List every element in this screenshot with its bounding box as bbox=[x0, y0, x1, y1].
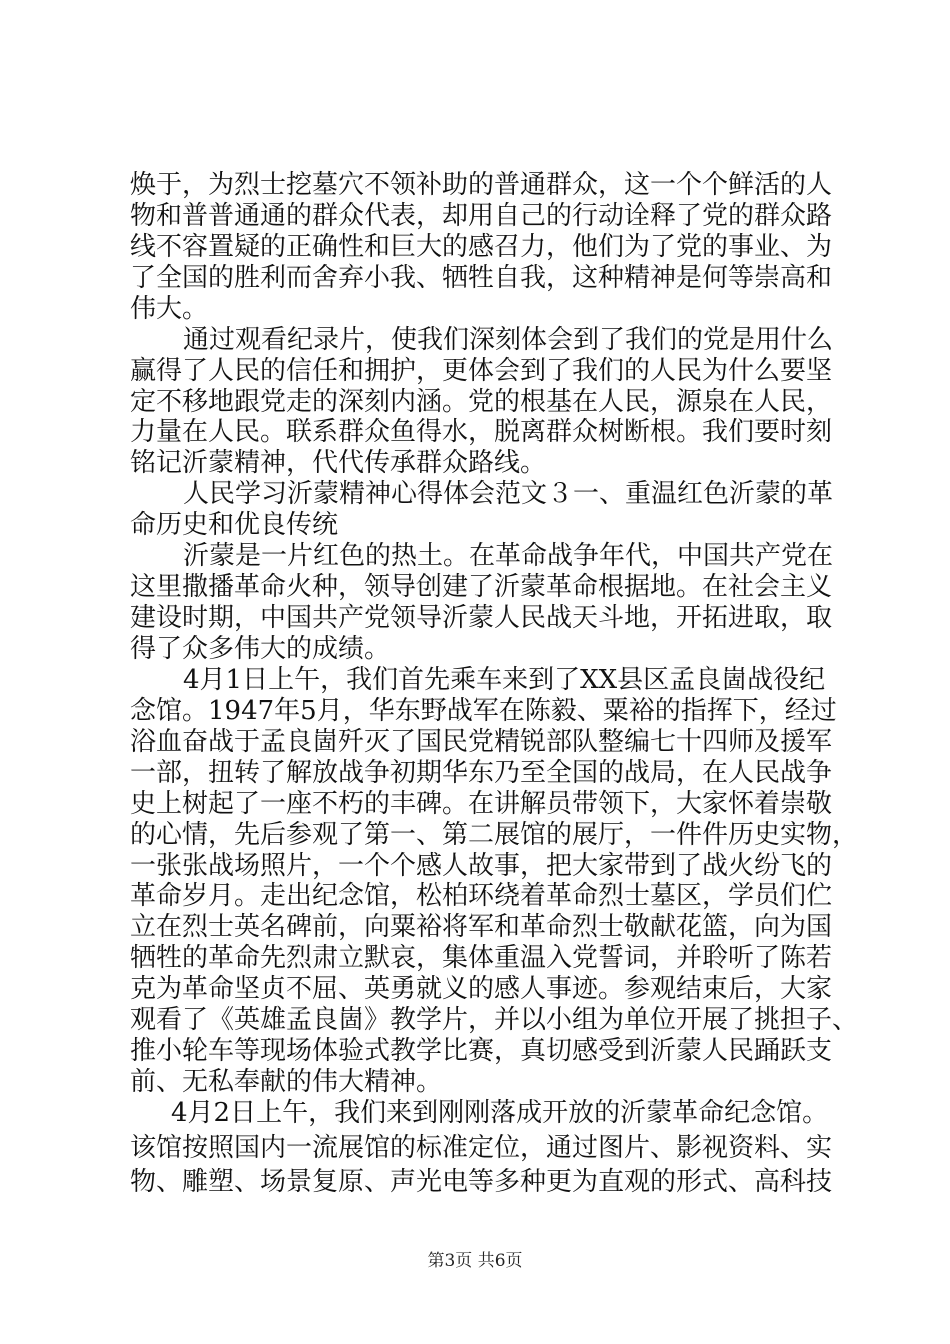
section-heading-line: 人民学习沂蒙精神心得体会范文３一、重温红色沂蒙的革 bbox=[183, 479, 834, 509]
text-line: 牺牲的革命先烈肃立默哀，集体重温入党誓词，并聆听了陈若 bbox=[130, 943, 833, 973]
text-line: 定不移地跟党走的深刻内涵。党的根基在人民，源泉在人民， bbox=[130, 387, 833, 417]
page-number-footer: 第3页 共6页 bbox=[427, 1251, 523, 1271]
text-line: 力量在人民。联系群众鱼得水，脱离群众树断根。我们要时刻 bbox=[130, 417, 833, 447]
text-line: 观看了《英雄孟良崮》教学片，并以小组为单位开展了挑担子、 bbox=[130, 1005, 859, 1035]
text-line: 的心情，先后参观了第一、第二展馆的展厅，一件件历史实物， bbox=[130, 820, 859, 850]
text-line: 建设时期，中国共产党领导沂蒙人民战天斗地，开拓进取，取 bbox=[130, 603, 833, 633]
text-line: 沂蒙是一片红色的热土。在革命战争年代，中国共产党在 bbox=[183, 541, 834, 571]
text-line: 立在烈士英名碑前，向粟裕将军和革命烈士敬献花篮，向为国 bbox=[130, 912, 833, 942]
text-line: 物和普普通通的群众代表，却用自己的行动诠释了党的群众路 bbox=[130, 201, 833, 231]
text-line: 克为革命坚贞不屈、英勇就义的感人事迹。参观结束后，大家 bbox=[130, 974, 833, 1004]
text-line: 前、无私奉献的伟大精神。 bbox=[130, 1067, 443, 1097]
text-line: 物、雕塑、场景复原、声光电等多种更为直观的形式、高科技 bbox=[130, 1167, 833, 1197]
text-line: 焕于，为烈士挖墓穴不领补助的普通群众，这一个个鲜活的人 bbox=[130, 170, 833, 200]
text-line: 该馆按照国内一流展馆的标准定位，通过图片、影视资料、实 bbox=[130, 1133, 833, 1163]
text-line: 一部，扭转了解放战争初期华东乃至全国的战局，在人民战争 bbox=[130, 758, 833, 788]
text-line: 这里撒播革命火种，领导创建了沂蒙革命根据地。在社会主义 bbox=[130, 572, 833, 602]
text-line: 浴血奋战于孟良崮歼灭了国民党精锐部队整编七十四师及援军 bbox=[130, 727, 833, 757]
text-line: 革命岁月。走出纪念馆，松柏环绕着革命烈士墓区，学员们伫 bbox=[130, 881, 833, 911]
text-line: 了全国的胜利而舍弃小我、牺牲自我，这种精神是何等崇高和 bbox=[130, 263, 833, 293]
text-line: 史上树起了一座不朽的丰碑。在讲解员带领下，大家怀着崇敬 bbox=[130, 789, 833, 819]
text-line: 一张张战场照片，一个个感人故事，把大家带到了战火纷飞的 bbox=[130, 851, 833, 881]
text-line: 赢得了人民的信任和拥护，更体会到了我们的人民为什么要坚 bbox=[130, 356, 833, 386]
text-line: 伟大。 bbox=[130, 294, 209, 324]
text-line: 推小轮车等现场体验式教学比赛，真切感受到沂蒙人民踊跃支 bbox=[130, 1036, 833, 1066]
section-heading-line: 命历史和优良传统 bbox=[130, 510, 339, 540]
text-line: 4月2日上午，我们来到刚刚落成开放的沂蒙革命纪念馆。 bbox=[171, 1098, 829, 1128]
text-line: 线不容置疑的正确性和巨大的感召力，他们为了党的事业、为 bbox=[130, 232, 833, 262]
text-line: 得了众多伟大的成绩。 bbox=[130, 634, 391, 664]
text-line: 念馆。1947年5月，华东野战军在陈毅、粟裕的指挥下，经过 bbox=[130, 696, 837, 726]
text-line: 通过观看纪录片，使我们深刻体会到了我们的党是用什么 bbox=[183, 325, 834, 355]
text-line: 铭记沂蒙精神，代代传承群众路线。 bbox=[130, 448, 547, 478]
text-line: 4月1日上午，我们首先乘车来到了XX县区孟良崮战役纪 bbox=[183, 665, 826, 695]
